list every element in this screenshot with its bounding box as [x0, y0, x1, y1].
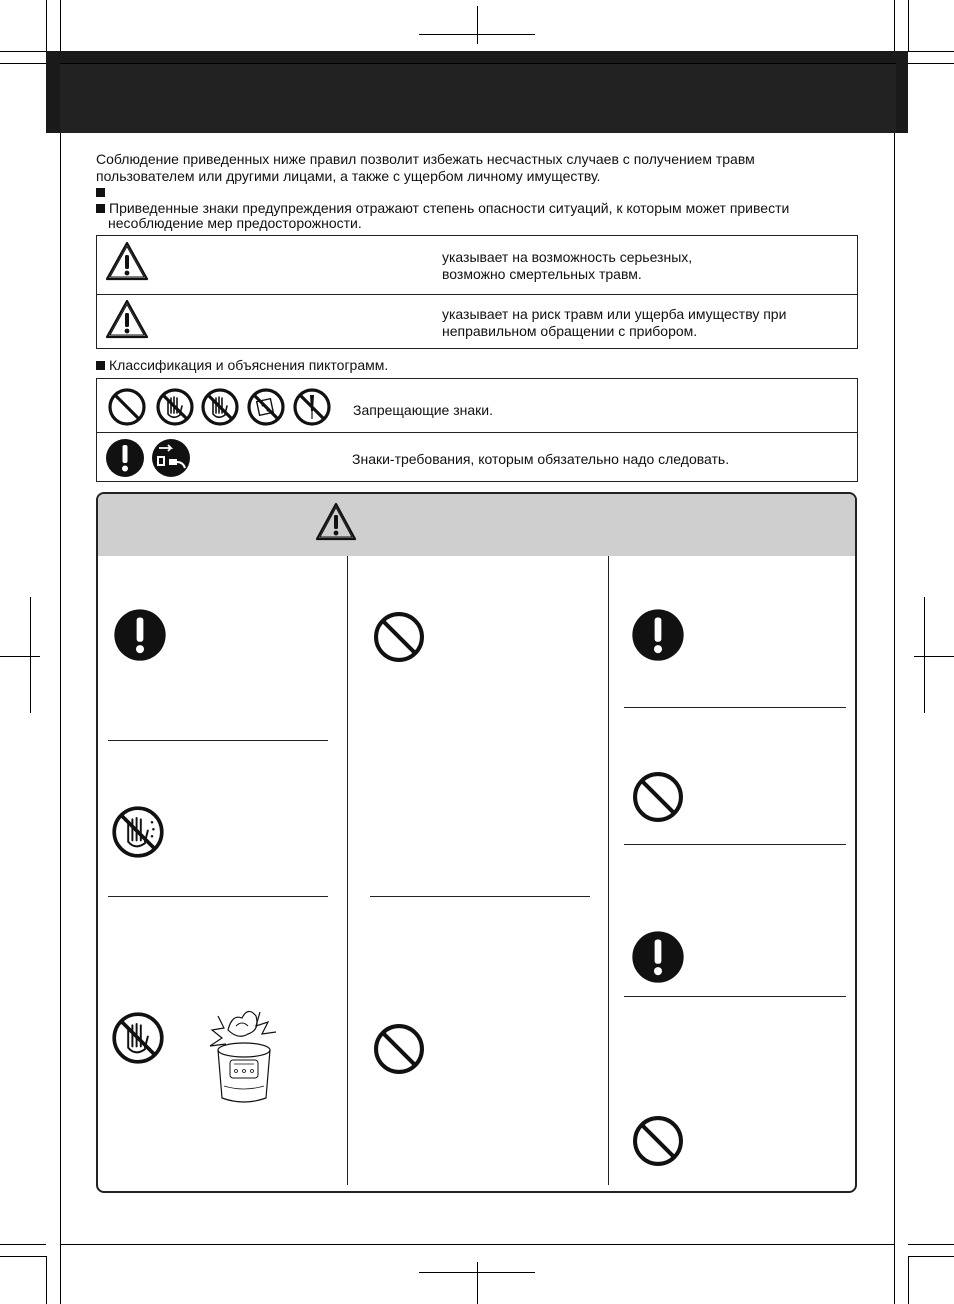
level-2-line-1: указывает на риск травм или ущерба имуществу при — [442, 306, 787, 322]
crop-mark — [924, 597, 925, 713]
mandatory-exclamation-icon — [105, 438, 145, 478]
warning-triangle-icon — [314, 501, 358, 543]
bullet-square-icon — [96, 204, 105, 213]
no-tool-insert-icon — [292, 387, 332, 427]
crop-mark — [0, 656, 40, 657]
crop-mark — [46, 1256, 47, 1304]
prohibition-icon — [372, 1022, 426, 1076]
mandatory-exclamation-icon — [113, 608, 167, 662]
crop-mark — [908, 1244, 954, 1245]
section-separator — [624, 844, 846, 845]
crop-mark — [60, 1244, 894, 1245]
column-divider — [347, 556, 348, 1185]
section-separator — [624, 707, 846, 708]
crop-mark — [908, 1256, 954, 1257]
crop-mark — [60, 1244, 61, 1304]
crop-mark — [914, 656, 954, 657]
prohibition-icon — [107, 387, 147, 427]
mandatory-signs-label: Знаки-требования, которым обязательно надо следовать. — [352, 451, 730, 467]
section-separator — [108, 896, 328, 897]
pictogram-heading: Классификация и объяснения пиктограмм. — [96, 356, 388, 374]
mandatory-exclamation-icon — [631, 608, 685, 662]
crop-mark — [908, 1256, 909, 1304]
section-separator — [624, 996, 846, 997]
prohibition-icon — [631, 1114, 685, 1168]
page-edge — [894, 133, 895, 1244]
prohibition-icon — [372, 610, 426, 664]
prohibition-icon — [631, 770, 685, 824]
crop-mark — [908, 0, 909, 52]
level-1-line-1: указывает на возможность серьезных, — [442, 249, 693, 265]
bullet-square-icon — [96, 188, 105, 197]
table-row-divider — [96, 294, 858, 295]
crop-mark — [60, 0, 61, 52]
column-divider — [608, 556, 609, 1185]
no-disassemble-icon — [246, 387, 286, 427]
mandatory-exclamation-icon — [631, 930, 685, 984]
crop-mark — [908, 63, 954, 64]
bullet-2-line-2: несоблюдение мер предосторожности. — [108, 215, 362, 231]
warning-panel-header — [98, 494, 855, 556]
crop-mark — [908, 51, 954, 52]
level-2-line-2: неправильном обращении с прибором. — [442, 323, 698, 339]
warning-panel — [96, 492, 857, 1193]
warning-triangle-icon — [104, 298, 150, 340]
crop-mark — [0, 1244, 46, 1245]
crop-mark — [0, 1256, 46, 1257]
no-wet-hands-icon — [110, 804, 166, 860]
section-separator — [108, 740, 328, 741]
steaming-cooker-illustration — [198, 1000, 288, 1112]
intro-line-1: Соблюдение приведенных ниже правил позволит избежать несчастных случаев с получением травм — [96, 151, 755, 167]
prohibit-signs-label: Запрещающие знаки. — [353, 402, 493, 418]
no-touch-hand-icon — [110, 1010, 166, 1066]
crop-mark — [0, 63, 46, 64]
table-row-divider — [96, 432, 858, 433]
page-edge — [60, 133, 61, 1244]
crop-mark — [0, 51, 46, 52]
header-title-area — [60, 63, 896, 133]
crop-mark — [477, 6, 478, 44]
no-touch-hand-icon — [155, 387, 195, 427]
no-wet-hands-icon — [200, 387, 240, 427]
level-1-line-2: возможно смертельных травм. — [442, 266, 642, 282]
crop-mark — [894, 1244, 895, 1304]
intro-line-2: пользователем или другими лицами, а также с ущербом личному имуществу. — [96, 168, 601, 184]
bullet-square-icon — [96, 361, 105, 370]
section-separator — [370, 896, 590, 897]
crop-mark — [894, 0, 895, 52]
unplug-icon — [151, 438, 191, 478]
warning-triangle-icon — [104, 240, 150, 282]
crop-mark — [46, 0, 47, 52]
crop-mark — [477, 1262, 478, 1304]
bullet-2-line-1: Приведенные знаки предупреждения отражают степень опасности ситуаций, к которым может привести — [109, 200, 790, 216]
crop-mark — [30, 597, 31, 713]
